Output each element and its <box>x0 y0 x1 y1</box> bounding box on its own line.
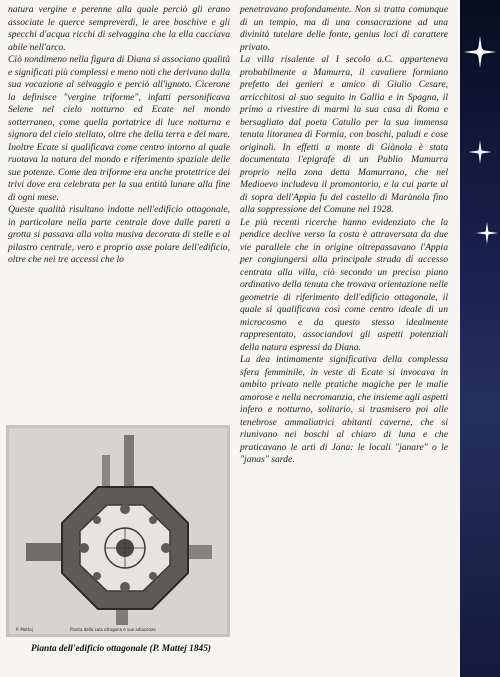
paragraph: La villa risalente al I secolo a.C. apparteneva probabilmente a Mamurra, il cavaliere formiano prefetto dei genieri e amico di Giulio Cesare, arricchitosi al suo seguito in Gallia e in Spagna, il primo a rivestire di marmi la sua casa di Roma e bersagliato dal poeta Catullo per la sua immensa tenuta litoranea di Formia, con boschi, paludi e cose originali. In effetti a monte di Giànola è stata documentata l'epigrafe di un Publio Mamurra proprio nella zona detta Mamurrano, che nel Medioevo includeva il promontorio, e la cui parte al di sopra dell'Appia fu del castello di Marànola fino alla soppressione del Comune nel 1928. <box>240 54 448 215</box>
paragraph: Queste qualità risultano indotte nell'edificio ottagonale, in particolare nella parte centrale dove dalle pareti a grotta si passava alla volta musiva decorata di stelle e al pilastro centrale, vero e proprio asse polare dell'edificio, oltre che nei tre accessi che lo <box>8 204 230 265</box>
paragraph: Le più recenti ricerche hanno evidenziato che la pendice declive verso la costa è attraversata da due vie parallele che in origine oltrepassavano l'Appia per congiungersi alla principale strada di accesso centrata alla villa, ciò secondo un preciso piano ordinativo della tenuta che trovava orientazione nelle geometrie di riferimento dell'edificio ottagonale, il quale si qualificava così come centro ideale di un microcosmo e da questo stesso idealmente rappresentato, associandovi gli aspetti potenziali della natura espressi da Diana. <box>240 216 448 353</box>
star-icon <box>476 222 498 244</box>
paragraph: natura vergine e perenne alla quale perciò gli erano associate le querce sempreverdi, le aree boschive e gli specchi d'acqua ricchi di selvaggina che la ella cacciava abile nell'arco. <box>8 4 230 53</box>
starry-sky-band <box>460 0 500 677</box>
floor-plan-figure <box>6 425 230 637</box>
octagon-plan-drawing <box>6 425 230 637</box>
paragraph: penetravano profondamente. Non si tratta comunque di un tempio, ma di una consacrazione ad una divinità tutelare delle fonte, genius loci di carattere privato. <box>240 4 448 53</box>
left-text-column <box>8 4 230 267</box>
paragraph: Ciò nondimeno nella figura di Diana si associano qualità e significati più complessi e meno noti che derivano dalla sua vocazione al selvaggio e perciò all'ignoto. Cicerone la definisce "vergine triforme", infatti personificava Selene nel cielo notturno ed Ecate nel mondo sotterraneo, come quella portatrice di luce notturna e signora del cielo stellato, oltre che della terra e del mare. Inoltre Ecate si qualificava come centro intorno al quale ruotava la natura del mondo e riferimento spaziale delle sue potenze. Come dea triforme era anche protettrice dei trivi dove era celebrata per la sua entità lunare alla fine di ogni mese. <box>8 54 230 203</box>
figure-caption: Pianta dell'edificio ottagonale (P. Mattej 1845) <box>30 644 212 654</box>
right-text-column <box>240 4 448 467</box>
figure-credit: P. Mattej <box>16 627 33 632</box>
figure-legend: Pianta della sala ottagona e sue adiacenze <box>70 627 156 632</box>
star-icon <box>464 36 496 68</box>
star-icon <box>468 140 492 164</box>
paragraph: La dea intimamente significativa della complessa sfera femminile, in veste di Ecate si invocava in ambito privato nelle pratiche magiche per le malie amorose e nella necromanzia, che insieme agli aspetti infero e notturno, solitario, si trasmisero poi alle tenebrose ammaliatrici abitanti caverne, che si riunivano nei boschi al chiaro di luna e che praticavano le arti di Jana: le locali "janare" o le "janas" sarde. <box>240 354 448 465</box>
